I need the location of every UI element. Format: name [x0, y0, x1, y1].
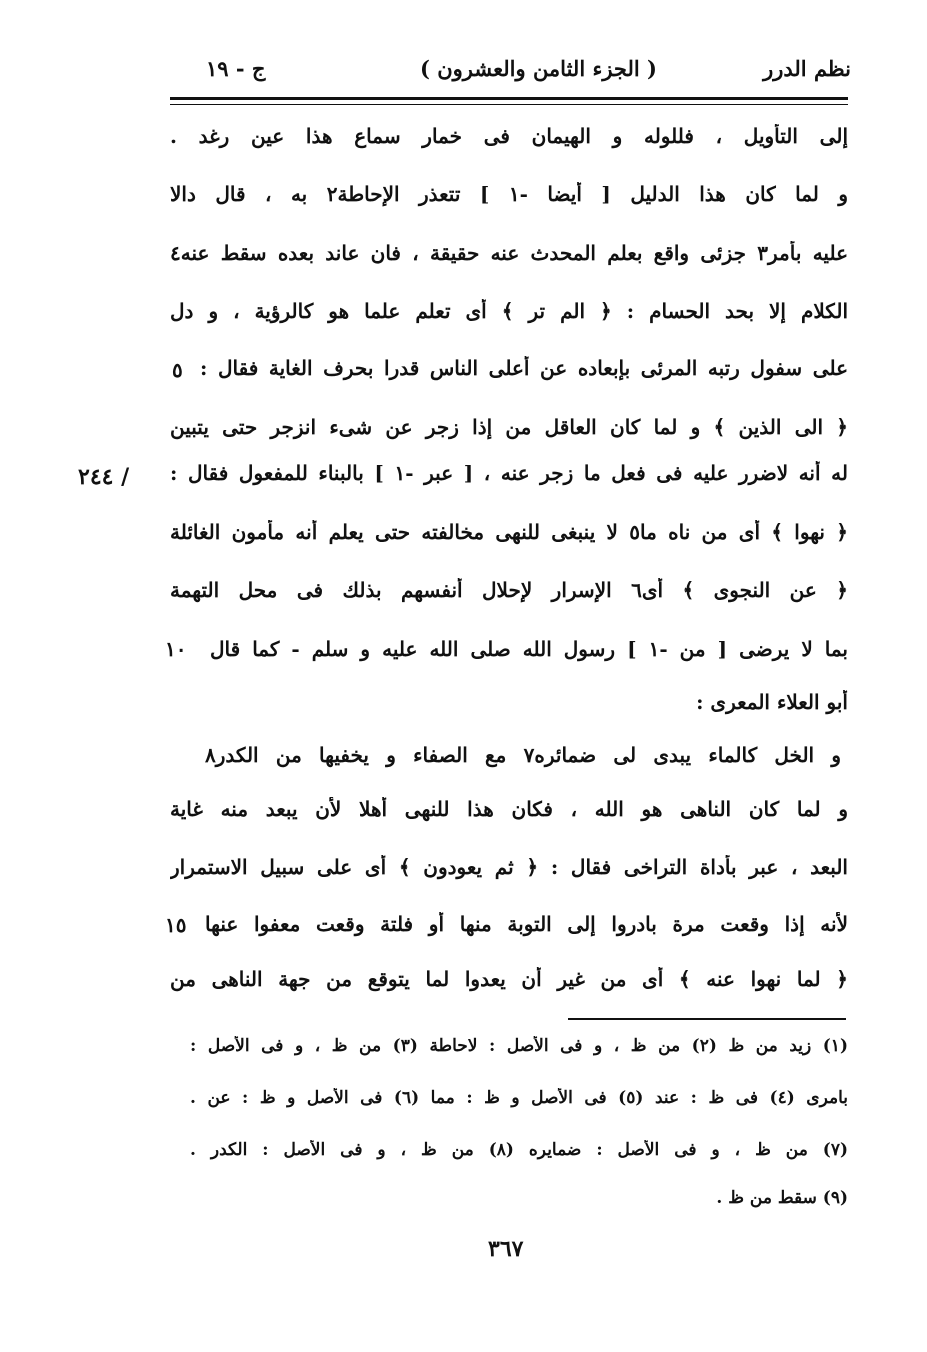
body-line: البعد ، عبر بأداة التراخى فقال : ﴿ ثم يعودون ﴾ أى على سبيل الاستمرار — [170, 855, 848, 879]
body-line: ﴿ الى الذين ﴾ و لما كان العاقل من إذا زجر عن شىء انزجر حتى يتبين — [170, 415, 848, 439]
margin-page-reference: / ٢٤٤ — [78, 464, 130, 490]
body-line: و لما كان الناهى هو الله ، فكان هذا للنهى أهلا لأن يبعد منه غاية — [170, 797, 848, 821]
body-line: بما لا يرضى [ من -١ ] رسول الله صلى الله عليه و سلم - كما قال — [210, 637, 848, 661]
volume-number: ج - ١٩ — [206, 56, 266, 81]
body-line: لأنه إذا وقعت مرة بادروا إلى التوبة منها أو فلتة وقعت معفوا عنها — [205, 912, 848, 936]
body-line: ﴿ نهوا ﴾ أى من ناه ما٥ لا ينبغى للنهى مخالفته حتى يعلم أنه مأمون الغائلة — [170, 520, 848, 544]
footnote-line: (١) زيد من ظ (٢) من ظ ، و فى الأصل : لاحاطة (٣) من ظ ، و فى الأصل : — [190, 1036, 848, 1056]
body-line: الكلام إلا بحد الحسام : ﴿ الم تر ﴾ أى تعلم علما هو كالرؤية ، و دل — [170, 299, 848, 323]
body-line: أبو العلاء المعرى : — [696, 690, 848, 714]
body-line: له أنه لاضرر عليه فى فعل ما زجر عنه ، [ عبر -١ ] بالبناء للمفعول فقال : — [170, 461, 848, 485]
footnote-line: بامرى (٤) فى ظ : عند (٥) فى الأصل و ظ : مما (٦) فى الأصل و ظ : عن . — [190, 1088, 848, 1108]
header-rule-thin — [170, 104, 848, 105]
verse-line: و الخل كالماء يبدى لى ضمائره٧ مع الصفاء و يخفيها من الكدر٨ — [205, 743, 841, 767]
page-number: ٣٦٧ — [488, 1236, 524, 1262]
body-line: ﴿ لما نهوا عنه ﴾ أى من غير أن يعدوا لما يتوقع من جهة الناهى من — [170, 967, 848, 991]
header-rule-thick — [170, 97, 848, 100]
footnote-rule — [568, 1018, 846, 1020]
line-number-5: ٥ — [172, 358, 183, 382]
line-number-10: ١٠ — [165, 637, 187, 661]
body-line: إلى التأويل ، فللوله و الهيمان فى خمار سماع هذا عين رغد . — [170, 124, 848, 148]
volume-title: ( الجزء الثامن والعشرون ) — [420, 56, 657, 81]
footnote-line: (٧) من ظ ، و فى الأصل : ضمايره (٨) من ظ ، و فى الأصل : الكدر . — [190, 1140, 848, 1160]
body-line: ﴿ عن النجوى ﴾ أى٦ الإسرار لإحلال أنفسهم بذلك فى محل التهمة — [170, 578, 848, 602]
line-number-15: ١٥ — [165, 913, 187, 937]
footnote-line: (٩) سقط من ظ . — [716, 1188, 848, 1208]
body-line: و لما كان هذا الدليل [ أيضا -١ ] تتعذر الإحاطة٢ به ، قال دالا — [170, 182, 848, 206]
running-title: نظم الدرر — [763, 56, 851, 81]
body-line: عليه بأمر٣ جزئى واقع بعلم المحدث عنه حقيقة ، فان عاند بعده سقط عنه٤ — [170, 241, 848, 265]
body-line: على سفول رتبه المرئى بإبعاده عن أعلى الناس قدرا بحرف الغاية فقال : — [200, 356, 848, 380]
